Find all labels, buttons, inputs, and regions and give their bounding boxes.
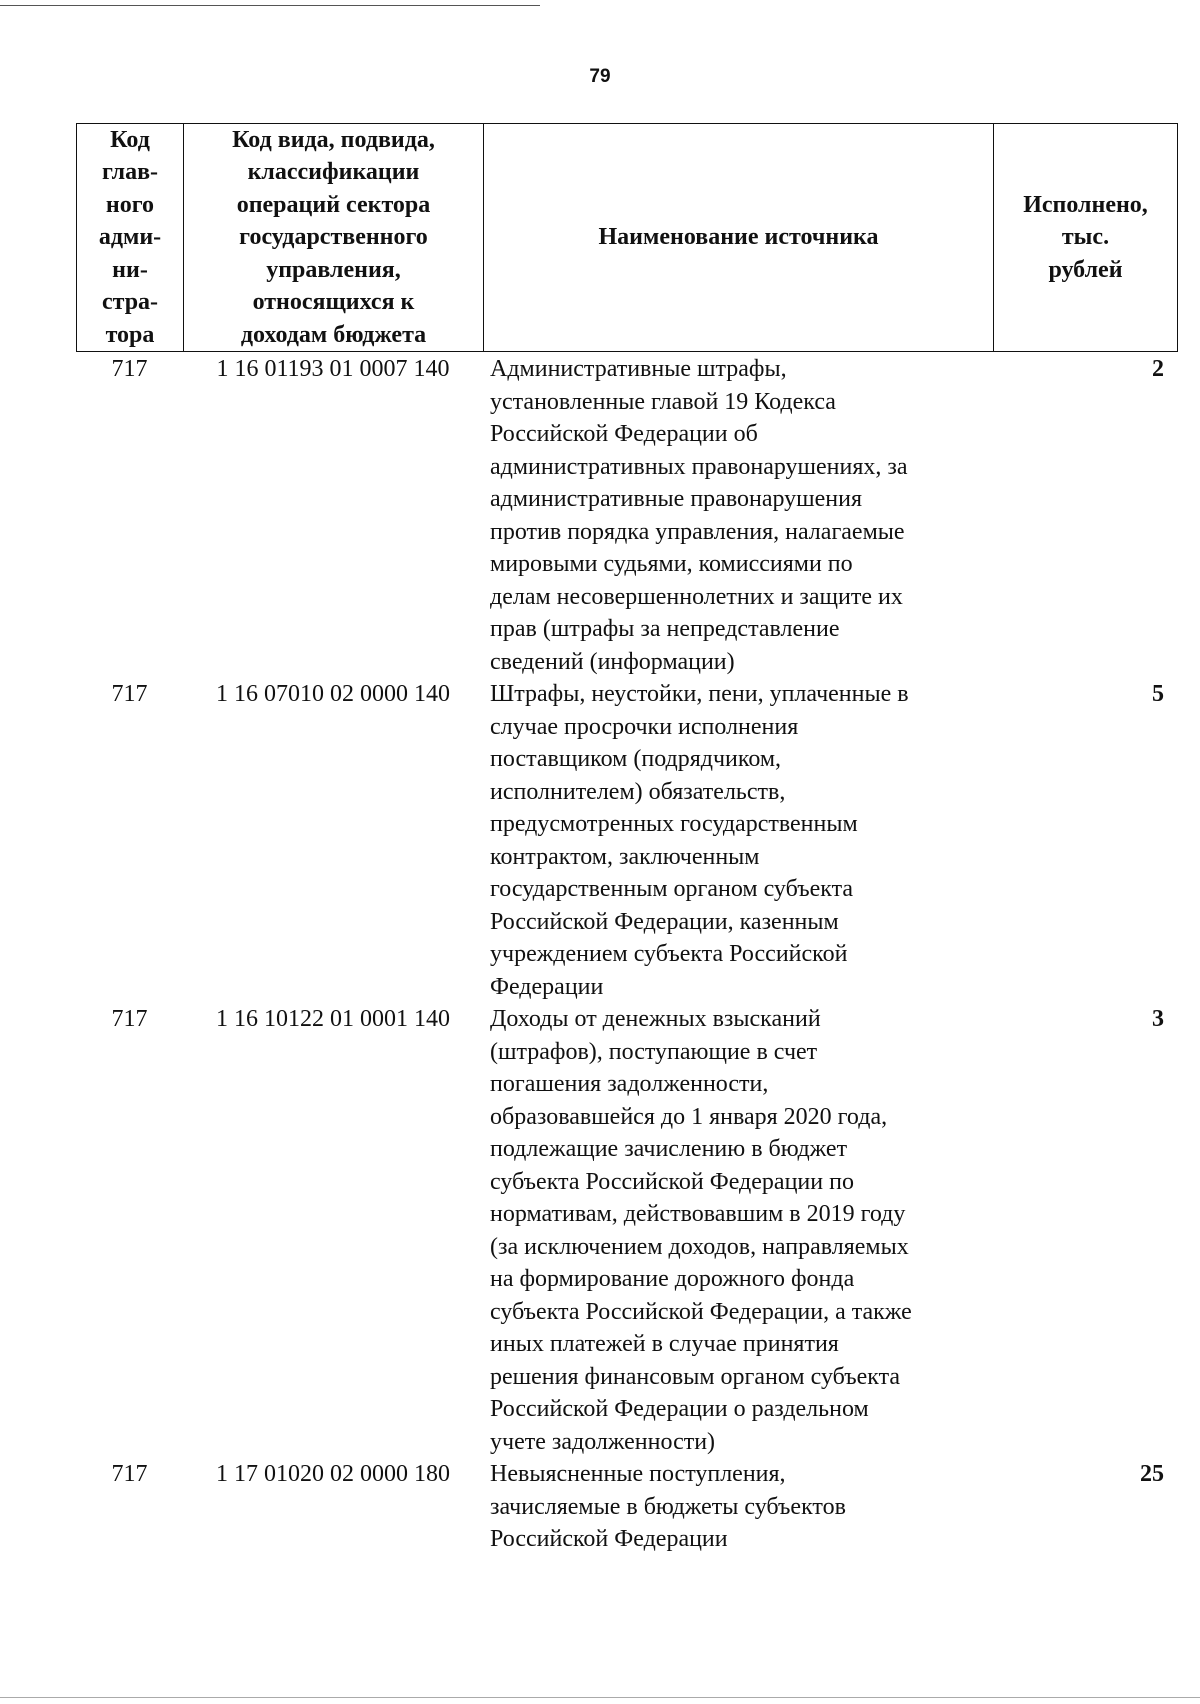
cell-executed: 3 bbox=[1152, 1006, 1164, 1032]
cell-executed: 5 bbox=[1152, 681, 1164, 707]
cell-income-code: 1 17 01020 02 0000 180 bbox=[216, 1461, 450, 1487]
cell-income-code: 1 16 01193 01 0007 140 bbox=[216, 356, 450, 382]
table-header bbox=[76, 123, 1178, 352]
table-row bbox=[76, 353, 1178, 678]
table-row bbox=[76, 1458, 1178, 1556]
cell-income-code: 1 16 07010 02 0000 140 bbox=[216, 681, 450, 707]
table-row bbox=[76, 1003, 1178, 1458]
cell-source-name: Доходы от денежных взысканий (штрафов), поступающие в счет погашения задолженности, образовавшейся до 1 января 2020 года, подлежащие зачислению в бюджет субъекта Российской Федерации по нормативам, действовавшим в 2019 году (за исключением доходов, направляемых на формирование дорожного фонда субъекта Российской Федерации, а также иных платежей в случае принятия решения финансовым органом субъекта Российской Федерации о раздельном учете задолженности) bbox=[490, 1006, 912, 1455]
cell-executed: 2 bbox=[1152, 356, 1164, 382]
cell-source-name: Административные штрафы, установленные главой 19 Кодекса Российской Федерации об административных правонарушениях, за административные правонарушения против порядка управления, налагаемые мировыми судьями, комиссиями по делам несовершеннолетних и защите их прав (штрафы за непредставление сведений (информации) bbox=[490, 356, 908, 675]
cell-admin-code: 717 bbox=[111, 1461, 148, 1487]
cell-admin-code: 717 bbox=[111, 681, 148, 707]
header-admin-code: Код глав- ного адми- ни- стра- тора bbox=[77, 124, 184, 351]
header-executed: Исполнено, тыс. рублей bbox=[1023, 191, 1148, 283]
header-income-code: Код вида, подвида, классификации операций сектора государственного управления, относящихся к доходам бюджета bbox=[184, 124, 484, 351]
cell-admin-code: 717 bbox=[111, 1006, 148, 1032]
cell-executed: 25 bbox=[1140, 1461, 1164, 1487]
cell-income-code: 1 16 10122 01 0001 140 bbox=[216, 1006, 450, 1032]
header-source-name: Наименование источника bbox=[484, 124, 994, 351]
page-number: 79 bbox=[589, 66, 611, 87]
cell-source-name: Штрафы, неустойки, пени, уплаченные в случае просрочки исполнения поставщиком (подрядчиком, исполнителем) обязательств, предусмотренных государственным контрактом, заключенным государственным органом субъекта Российской Федерации, казенным учреждением субъекта Российской Федерации bbox=[490, 681, 909, 1000]
table-body bbox=[76, 353, 1178, 1556]
table-row bbox=[76, 678, 1178, 1003]
scan-edge-bottom bbox=[0, 1697, 1200, 1698]
scan-edge-top bbox=[0, 5, 540, 6]
cell-admin-code: 717 bbox=[111, 356, 148, 382]
cell-source-name: Невыясненные поступления, зачисляемые в бюджеты субъектов Российской Федерации bbox=[490, 1461, 846, 1552]
